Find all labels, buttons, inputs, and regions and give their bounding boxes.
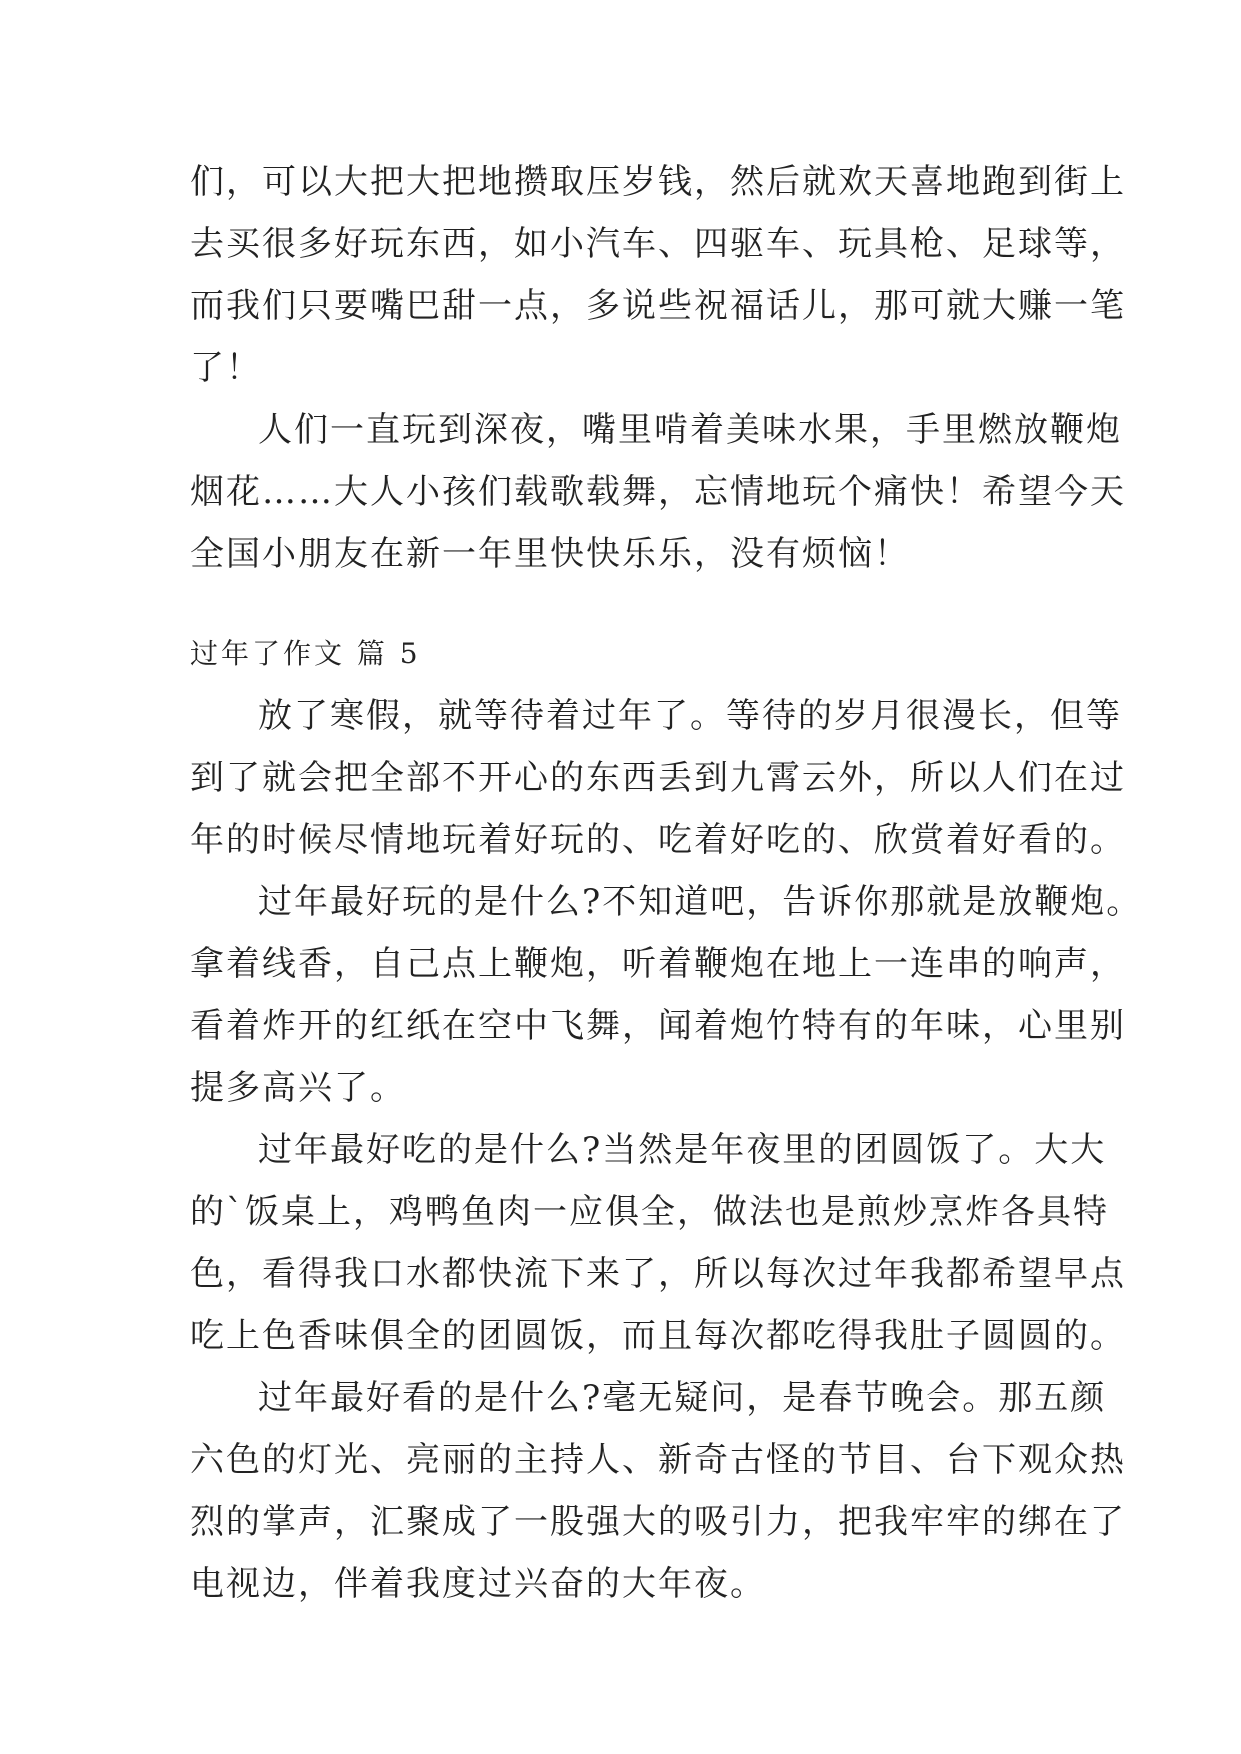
text-line: 烈的掌声，汇聚成了一股强大的吸引力，把我牢牢的绑在了 (190, 1502, 1126, 1542)
text-line: 的`饭桌上，鸡鸭鱼肉一应俱全，做法也是煎炒烹炸各具特 (190, 1192, 1109, 1232)
text-line: 放了寒假，就等待着过年了。等待的岁月很漫长，但等 (258, 696, 1122, 736)
text-line: 了！ (190, 348, 262, 388)
text-line: 年的时候尽情地玩着好玩的、吃着好吃的、欣赏着好看的。 (190, 820, 1126, 860)
paragraph (190, 399, 1126, 585)
text-line: 烟花……大人小孩们载歌载舞，忘情地玩个痛快！希望今天 (190, 472, 1126, 512)
document-body (190, 151, 1143, 1615)
text-line: 过年最好吃的是什么?当然是年夜里的团圆饭了。大大 (258, 1130, 1107, 1170)
text-line: 过年最好玩的是什么?不知道吧，告诉你那就是放鞭炮。 (258, 882, 1143, 922)
section-spacer (190, 585, 1090, 623)
paragraph (190, 871, 1143, 1119)
section-heading: 过年了作文 篇 5 (190, 637, 421, 670)
text-line: 六色的灯光、亮丽的主持人、新奇古怪的节目、台下观众热 (190, 1440, 1126, 1480)
text-line: 到了就会把全部不开心的东西丢到九霄云外，所以人们在过 (190, 758, 1126, 798)
paragraph (190, 1119, 1126, 1367)
text-line: 看着炸开的红纸在空中飞舞，闻着炮竹特有的年味，心里别 (190, 1006, 1126, 1046)
text-line: 去买很多好玩东西，如小汽车、四驱车、玩具枪、足球等， (190, 224, 1126, 264)
text-line: 人们一直玩到深夜，嘴里啃着美味水果，手里燃放鞭炮 (258, 410, 1122, 450)
paragraph (190, 685, 1126, 871)
text-line: 们，可以大把大把地攒取压岁钱，然后就欢天喜地跑到街上 (190, 162, 1126, 202)
paragraph (190, 151, 1126, 399)
text-line: 过年最好看的是什么?毫无疑问，是春节晚会。那五颜 (258, 1378, 1107, 1418)
text-line: 吃上色香味俱全的团圆饭，而且每次都吃得我肚子圆圆的。 (190, 1316, 1126, 1356)
paragraph (190, 1367, 1126, 1615)
text-line: 全国小朋友在新一年里快快乐乐，没有烦恼！ (190, 534, 910, 574)
text-line: 拿着线香，自己点上鞭炮，听着鞭炮在地上一连串的响声， (190, 944, 1126, 984)
text-line: 而我们只要嘴巴甜一点，多说些祝福话儿，那可就大赚一笔 (190, 286, 1126, 326)
text-line: 提多高兴了。 (190, 1068, 406, 1108)
text-line: 电视边，伴着我度过兴奋的大年夜。 (190, 1564, 766, 1604)
text-line: 色，看得我口水都快流下来了，所以每次过年我都希望早点 (190, 1254, 1126, 1294)
